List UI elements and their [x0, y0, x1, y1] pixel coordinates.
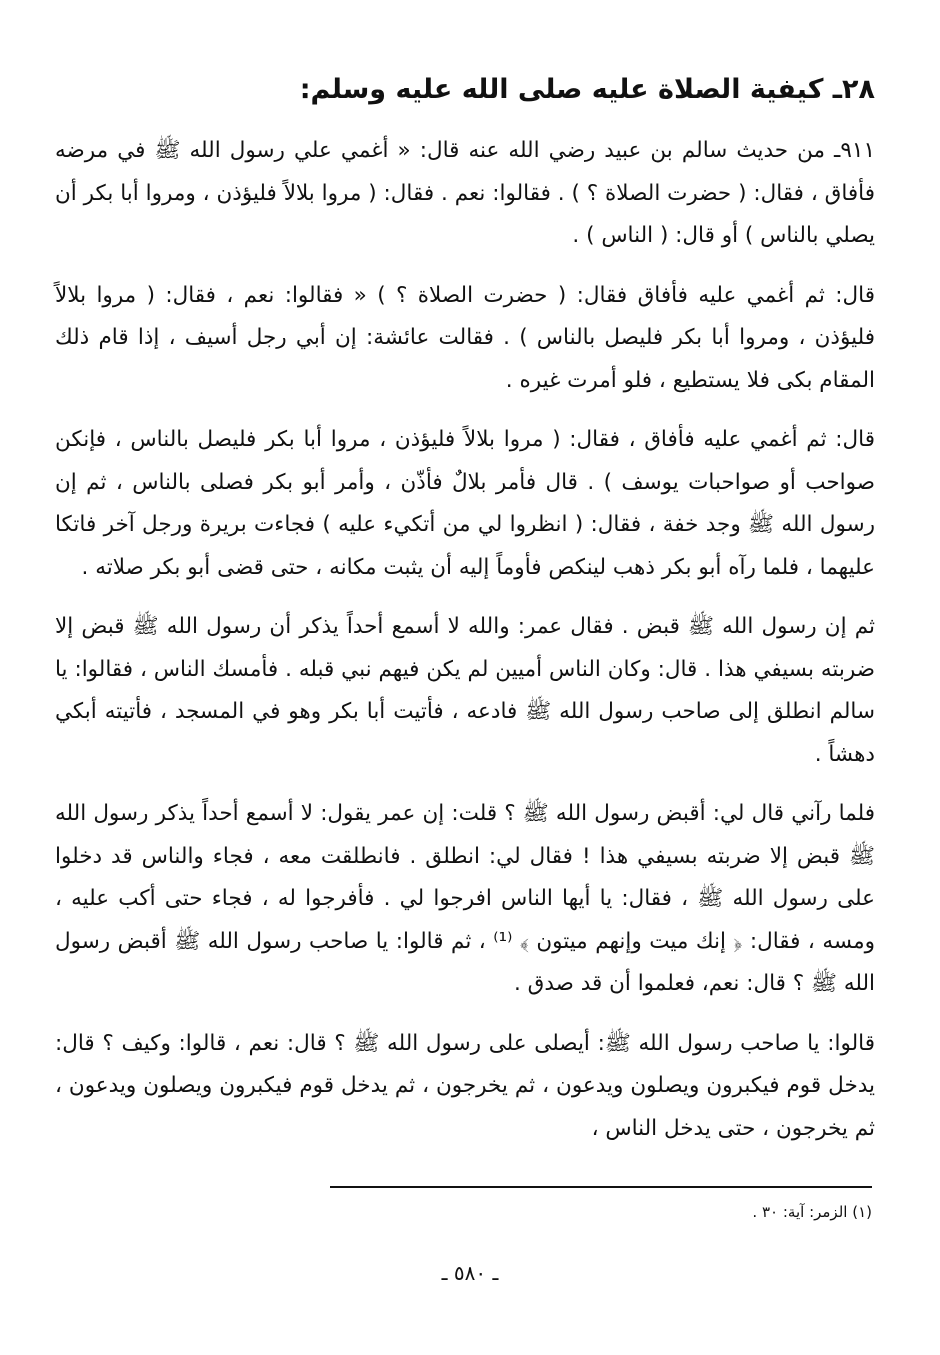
page-body: [55, 60, 875, 1167]
footnote: (١) الزمر: آية: ٣٠ .: [752, 1203, 872, 1221]
paragraph-abu-bakr-arrives: فلما رآني قال لي: أقبض رسول الله ﷺ ؟ قلت: إن عمر يقول: لا أسمع أحداً يذكر رسول الله ﷺ قبض إلا ضربته بسيفي هذا ! فقال لي: انطلق . فانطلقت معه ، فجاء والناس قد دخلوا على رسول الله ﷺ ، فقال: يا أيها الناس افرجوا لي . فأفرجوا له ، فجاء حتى أكب عليه ، ومسه ، فقال: ﴿ إنك ميت وإنهم ميتون ﴾ ⁽¹⁾ ، ثم قالوا: يا صاحب رسول الله ﷺ أقبض رسول الله ﷺ ؟ قال: نعم، فعلموا أن قد صدق .: [55, 801, 875, 996]
paragraph-prayer-question: قالوا: يا صاحب رسول الله ﷺ: أيصلى على رسول الله ﷺ ؟ قال: نعم ، قالوا: وكيف ؟ قال: يدخل قوم فيكبرون ويصلون ويدعون ، ثم يخرجون ، ثم يدخل قوم فيكبرون ويصلون ويدعون ، ثم يخرجون ، حتى يدخل الناس ،: [55, 1030, 875, 1141]
paragraph-hadith-911: ٩١١ـ من حديث سالم بن عبيد رضي الله عنه قال: « أغمي علي رسول الله ﷺ في مرضه فأفاق ، فقال: ( حضرت الصلاة ؟ ) . فقالوا: نعم . فقال: ( مروا بلالاً فليؤذن ، ومروا أبا بكر أن يصلي بالناس ) أو قال: ( الناس ) .: [55, 138, 875, 248]
footnote-divider: [330, 1186, 872, 1188]
section-heading: ٢٨ـ كيفية الصلاة عليه صلى الله عليه وسلم:: [299, 74, 875, 105]
page-number: ـ ٥٨٠ ـ: [441, 1261, 499, 1285]
paragraph-second-faint: قال: ثم أغمي عليه فأفاق فقال: ( حضرت الصلاة ؟ ) « فقالوا: نعم ، فقال: ( مروا بلالاً فليؤذن ، ومروا أبا بكر فليصل بالناس ) . فقالت عائشة: إن أبي رجل أسيف ، إذا قام ذلك المقام بكى فلا يستطيع ، فلو أمرت غيره .: [55, 282, 875, 393]
paragraph-third-faint: قال: ثم أغمي عليه فأفاق ، فقال: ( مروا بلالاً فليؤذن ، مروا أبا بكر فليصل بالناس ، فإنكن صواحب أو صواحبات يوسف ) . قال فأمر بلالٌ فأذّن ، وأمر أبو بكر فصلى بالناس ، ثم إن رسول الله ﷺ وجد خفة ، فقال: ( انظروا لي من أتكيء عليه ) فجاءت بريرة ورجل آخر فاتكا عليهما ، فلما رآه أبو بكر ذهب لينكص فأوماً إليه أن يثبت مكانه ، حتى قضى أبو بكر صلاته .: [55, 427, 875, 580]
paragraph-death-announcement: ثم إن رسول الله ﷺ قبض . فقال عمر: والله لا أسمع أحداً يذكر أن رسول الله ﷺ قبض إلا ضربته بسيفي هذا . قال: وكان الناس أميين لم يكن فيهم نبي قبله . فأمسك الناس ، فقالوا: يا سالم انطلق إلى صاحب رسول الله ﷺ فادعه ، فأتيت أبا بكر وهو في المسجد ، فأتيته أبكي دهشاً .: [55, 614, 875, 767]
